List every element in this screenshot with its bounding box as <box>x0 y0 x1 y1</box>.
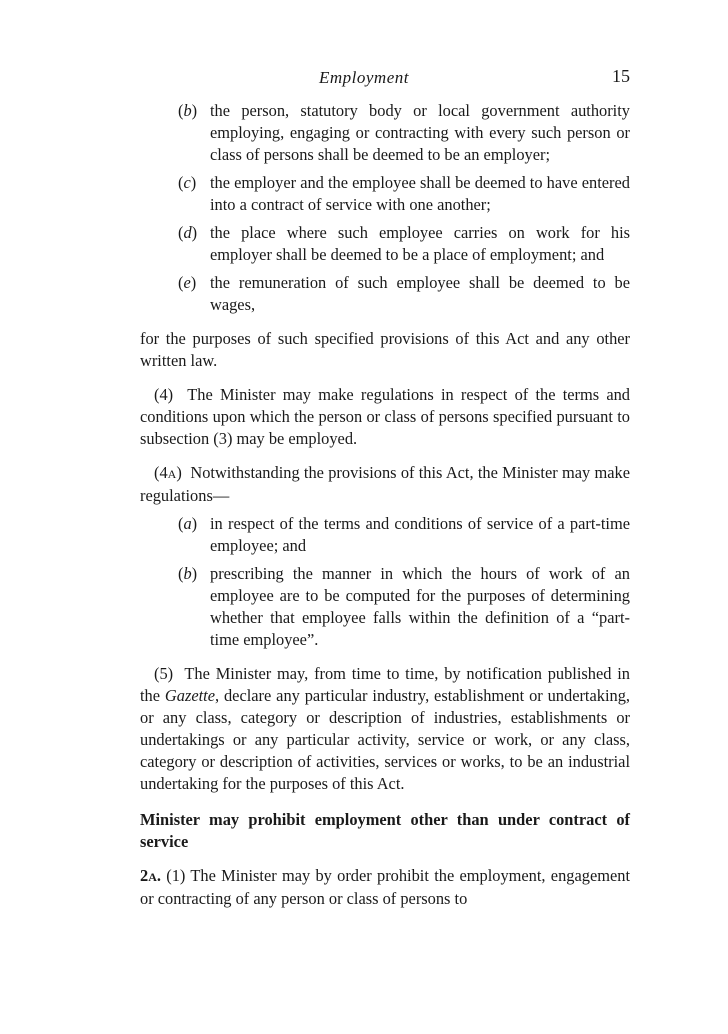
section-text: (1) The Minister may by order prohibit the employment, engagement or contracting of any person or class of persons to <box>140 866 630 908</box>
subsection-number: (5) <box>154 664 174 683</box>
list-item-a <box>140 513 630 557</box>
list-item-c <box>140 172 630 216</box>
item-marker: (d) <box>178 223 198 242</box>
purposes-paragraph: for the purposes of such specified provisions of this Act and any other written law. <box>140 329 630 370</box>
list-item-e <box>140 272 630 316</box>
subsection-5 <box>140 663 630 795</box>
item-text: the remuneration of such employee shall be deemed to be wages, <box>210 273 630 314</box>
subsection-4 <box>140 384 630 450</box>
running-title: Employment <box>319 68 409 87</box>
subsection-3-list <box>140 100 630 316</box>
section-heading: Minister may prohibit employment other than under contract of service <box>140 810 630 851</box>
list-item-d <box>140 222 630 266</box>
subsection-number: (4A) <box>154 463 182 482</box>
gazette-term: Gazette <box>164 686 215 705</box>
list-item-b <box>140 100 630 166</box>
document-body <box>140 100 630 910</box>
item-text: in respect of the terms and conditions of service of a part-time employee; and <box>210 514 630 555</box>
subsection-text-before: The Minister may, from time to time, by notification published in the <box>140 664 630 705</box>
subsection-number: (4) <box>154 385 174 404</box>
item-marker: (b) <box>178 101 198 120</box>
item-text: the person, statutory body or local government authority employing, engaging or contracting with every such person or class of persons shall be deemed to be an employer; <box>210 101 630 164</box>
section-2a <box>140 865 630 910</box>
subsection-4a-list <box>140 513 630 651</box>
subsection-text: The Minister may make regulations in respect of the terms and conditions upon which the person or class of persons specified pursuant to subsection (3) may be employed. <box>140 385 630 448</box>
section-number: 2A. <box>140 866 161 885</box>
subsection-text: Notwithstanding the provisions of this Act, the Minister may make regulations— <box>140 463 630 505</box>
item-text: the employer and the employee shall be deemed to have entered into a contract of service with one another; <box>210 173 630 214</box>
item-text: prescribing the manner in which the hours of work of an employee are to be computed for the purposes of determining whether that employee falls within the definition of a “part-time employee”. <box>210 564 630 649</box>
item-marker: (b) <box>178 564 198 583</box>
item-text: the place where such employee carries on work for his employer shall be deemed to be a place of employment; and <box>210 223 630 264</box>
page-number: 15 <box>612 66 630 86</box>
item-marker: (c) <box>178 173 197 192</box>
item-marker: (e) <box>178 273 197 292</box>
list-item-b <box>140 563 630 651</box>
subsection-4a <box>140 462 630 507</box>
subsection-text-after: , declare any particular industry, establishment or undertaking, or any class, category or description of industries, establishments or undertakings or any particular activity, service or work, or any class, category or description of activities, services or works, to be an industrial undertaking for the purposes of this Act. <box>140 686 630 793</box>
item-marker: (a) <box>178 514 198 533</box>
